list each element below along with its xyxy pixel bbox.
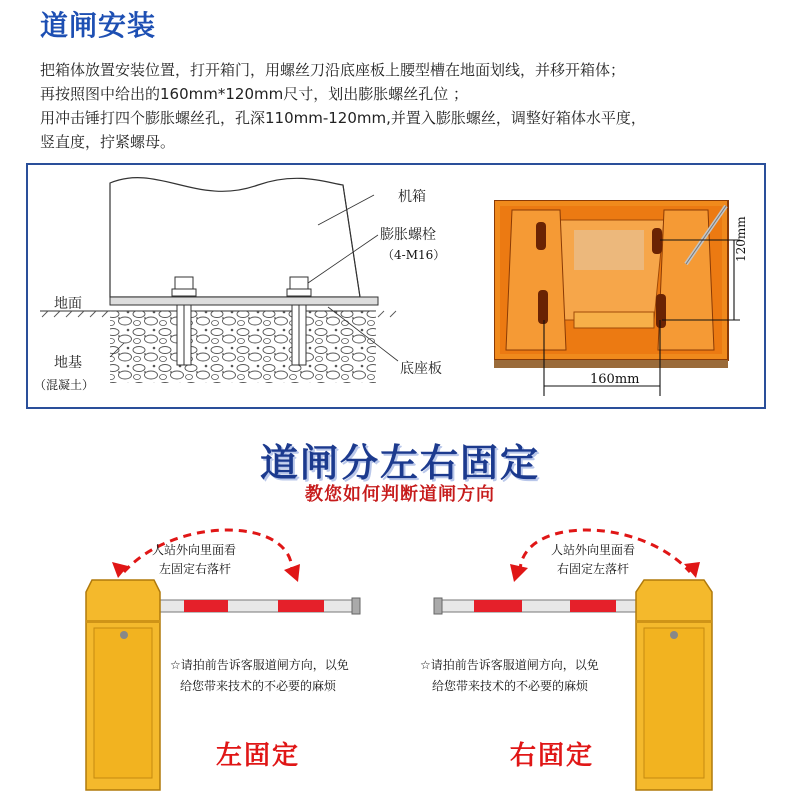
right-note-line-1: ☆请拍前告诉客服道闸方向，以免	[420, 658, 599, 672]
base-plate-shape	[110, 297, 378, 305]
paragraph-line-1: 把箱体放置安装位置，打开箱门，用螺丝刀沿底座板上腰型槽在地面划线，并移开箱体；	[40, 61, 626, 79]
label-box: 机箱	[398, 189, 426, 205]
label-foundation: 地基	[54, 355, 82, 371]
right-fixed-label: 右固定	[510, 741, 595, 771]
section-subtitle-direction: 教您如何判断道闸方向	[305, 484, 495, 505]
label-bolt-spec: （4-M16）	[382, 248, 446, 262]
left-note-line-2: 给您带来技术的不必要的麻烦	[180, 679, 337, 693]
label-concrete: （混凝土）	[34, 378, 95, 392]
cabinet-outline	[110, 178, 360, 297]
paragraph-line-3: 用冲击锤打四个膨胀螺丝孔，孔深110mm-120mm,并置入膨胀螺丝，调整好箱体水平度，	[40, 109, 646, 127]
boom-stripe	[184, 600, 228, 612]
right-note-line-2: 给您带来技术的不必要的麻烦	[432, 679, 589, 693]
left-caption-line-2: 左固定右落杆	[159, 562, 232, 576]
left-fixed-label: 左固定	[216, 741, 301, 771]
boom-stripe	[570, 600, 616, 612]
photo-height-label: 120mm	[734, 216, 748, 262]
right-caption-line-1: 人站外向里面看	[551, 543, 636, 557]
section-title-installation: 道闸安装	[40, 9, 157, 42]
cabinet-interior-photo	[494, 200, 754, 400]
left-note-line-1: ☆请拍前告诉客服道闸方向，以免	[170, 658, 349, 672]
paragraph-line-2: 再按照图中给出的160mm*120mm尺寸，划出膨胀螺丝孔位 ；	[40, 85, 468, 103]
boom-stripe	[474, 600, 522, 612]
left-caption-line-1: 人站外向里面看	[152, 543, 237, 557]
label-ground: 地面	[54, 296, 82, 312]
boom-stripe	[278, 600, 324, 612]
right-caption-line-2: 右固定左落杆	[557, 562, 630, 576]
foundation-stones	[110, 311, 376, 383]
section-title-direction: 道闸分左右固定	[259, 441, 540, 485]
label-bolt: 膨胀螺栓	[380, 227, 436, 243]
installation-paragraph	[40, 58, 780, 154]
paragraph-line-4: 竖直度，拧紧螺母。	[40, 133, 176, 151]
label-base-plate: 底座板	[400, 361, 442, 377]
photo-width-label: 160mm	[590, 372, 640, 387]
